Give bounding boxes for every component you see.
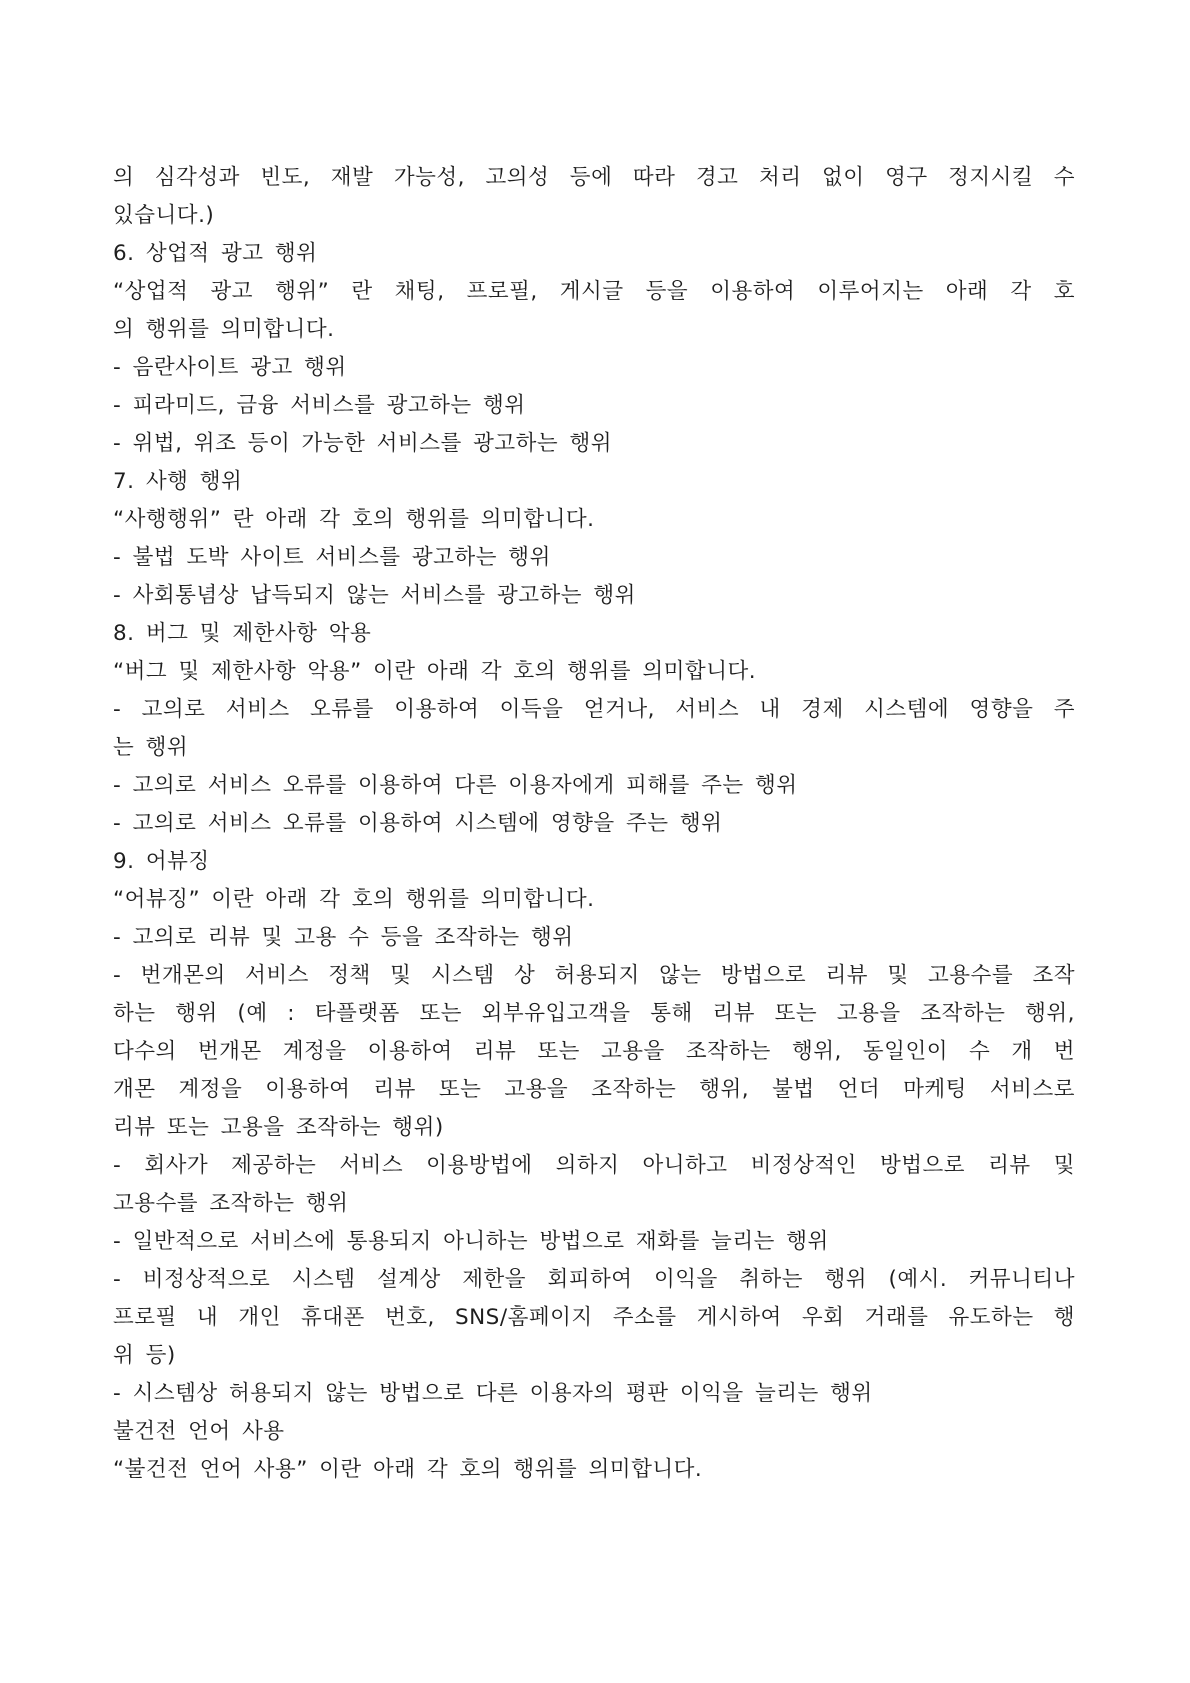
text-line: 프로필 내 개인 휴대폰 번호, SNS/홈페이지 주소를 게시하여 우회 거래를 유도하는 행 <box>113 1305 1075 1330</box>
text-line: - 고의로 서비스 오류를 이용하여 시스템에 영향을 주는 행위 <box>113 811 723 836</box>
text-line: “상업적 광고 행위” 란 채팅, 프로필, 게시글 등을 이용하여 이루어지는 아래 각 호 <box>113 279 1075 304</box>
text-line: 는 행위 <box>113 735 189 760</box>
text-line: 의 행위를 의미합니다. <box>113 317 335 342</box>
text-line: - 시스템상 허용되지 않는 방법으로 다른 이용자의 평판 이익을 늘리는 행위 <box>113 1381 873 1406</box>
text-line: 8. 버그 및 제한사항 악용 <box>113 621 372 646</box>
text-line: - 비정상적으로 시스템 설계상 제한을 회피하여 이익을 취하는 행위 (예시. 커뮤니티나 <box>113 1267 1075 1292</box>
text-line: 불건전 언어 사용 <box>113 1419 285 1444</box>
text-line: - 사회통념상 납득되지 않는 서비스를 광고하는 행위 <box>113 583 636 608</box>
text-line: - 위법, 위조 등이 가능한 서비스를 광고하는 행위 <box>113 431 613 456</box>
text-line: 9. 어뷰징 <box>113 849 210 874</box>
text-line: “어뷰징” 이란 아래 각 호의 행위를 의미합니다. <box>113 887 595 912</box>
text-line: 있습니다.) <box>113 203 215 228</box>
text-line: 6. 상업적 광고 행위 <box>113 241 318 266</box>
text-line: - 고의로 서비스 오류를 이용하여 이득을 얻거나, 서비스 내 경제 시스템에 영향을 주 <box>113 697 1075 722</box>
text-line: - 고의로 리뷰 및 고용 수 등을 조작하는 행위 <box>113 925 574 950</box>
text-line: 하는 행위 (예 : 타플랫폼 또는 외부유입고객을 통해 리뷰 또는 고용을 조작하는 행위, <box>113 1001 1075 1026</box>
text-line: “불건전 언어 사용” 이란 아래 각 호의 행위를 의미합니다. <box>113 1457 703 1482</box>
document-body <box>113 159 1075 1489</box>
text-line: 개몬 계정을 이용하여 리뷰 또는 고용을 조작하는 행위, 불법 언더 마케팅 서비스로 <box>113 1077 1075 1102</box>
text-line: 리뷰 또는 고용을 조작하는 행위) <box>113 1115 444 1140</box>
text-line: 고용수를 조작하는 행위 <box>113 1191 349 1216</box>
text-line: 의 심각성과 빈도, 재발 가능성, 고의성 등에 따라 경고 처리 없이 영구 정지시킬 수 <box>113 165 1075 190</box>
text-line: 위 등) <box>113 1343 176 1368</box>
text-line: - 고의로 서비스 오류를 이용하여 다른 이용자에게 피해를 주는 행위 <box>113 773 798 798</box>
text-line: 7. 사행 행위 <box>113 469 243 494</box>
text-line: - 회사가 제공하는 서비스 이용방법에 의하지 아니하고 비정상적인 방법으로 리뷰 및 <box>113 1153 1075 1178</box>
text-line: - 번개몬의 서비스 정책 및 시스템 상 허용되지 않는 방법으로 리뷰 및 고용수를 조작 <box>113 963 1075 988</box>
text-line: - 일반적으로 서비스에 통용되지 아니하는 방법으로 재화를 늘리는 행위 <box>113 1229 829 1254</box>
text-line: 다수의 번개몬 계정을 이용하여 리뷰 또는 고용을 조작하는 행위, 동일인이 수 개 번 <box>113 1039 1075 1064</box>
text-line: “사행행위” 란 아래 각 호의 행위를 의미합니다. <box>113 507 595 532</box>
text-line: - 불법 도박 사이트 서비스를 광고하는 행위 <box>113 545 551 570</box>
text-line: “버그 및 제한사항 악용” 이란 아래 각 호의 행위를 의미합니다. <box>113 659 757 684</box>
text-line: - 음란사이트 광고 행위 <box>113 355 347 380</box>
text-line: - 피라미드, 금융 서비스를 광고하는 행위 <box>113 393 526 418</box>
